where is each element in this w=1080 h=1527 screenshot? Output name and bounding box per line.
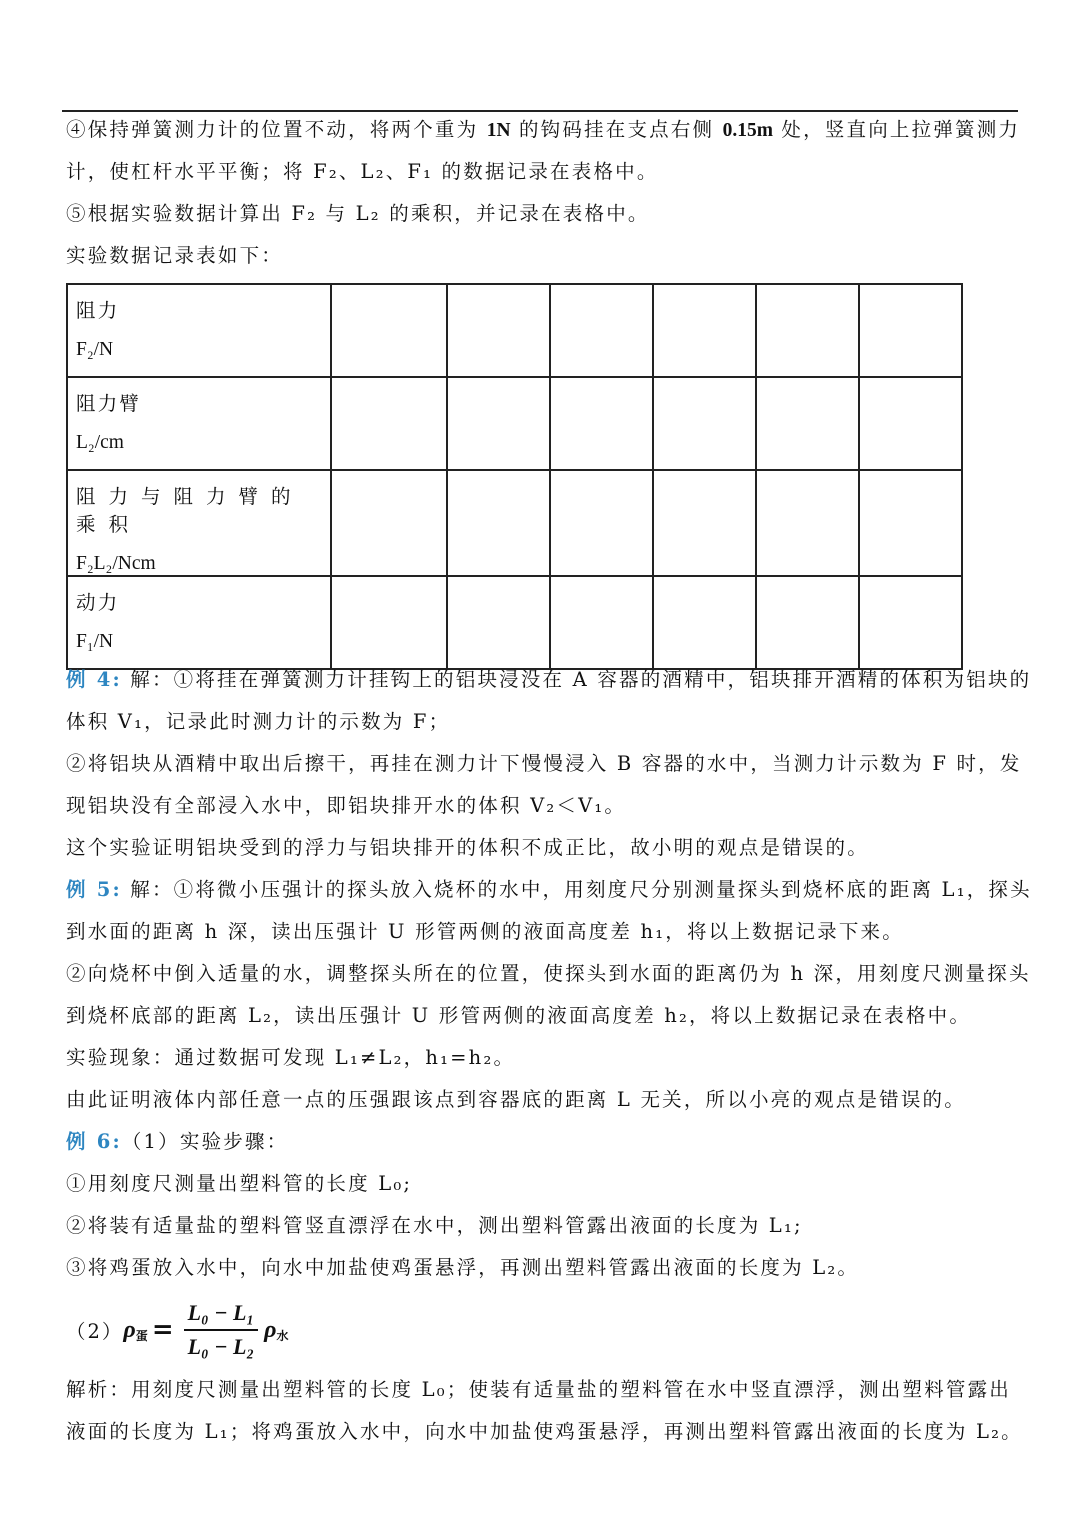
- top-rule: [62, 110, 1018, 112]
- empty-cell[interactable]: [550, 576, 653, 669]
- fraction-numerator: L₀ − L₁: [184, 1300, 259, 1331]
- table-row: [67, 576, 962, 669]
- empty-cell[interactable]: [653, 284, 756, 377]
- empty-cell[interactable]: [653, 470, 756, 576]
- ex5-line6: 由此证明液体内部任意一点的压强跟该点到容器底的距离 L 无关，所以小亮的观点是错误的。: [66, 1088, 966, 1111]
- empty-cell[interactable]: [447, 284, 550, 377]
- table-row: [67, 377, 962, 470]
- empty-cell[interactable]: [859, 377, 962, 470]
- ex6-line3: ②将装有适量盐的塑料管竖直漂浮在水中，测出塑料管露出液面的长度为 L₁;: [66, 1214, 803, 1237]
- row-label-cell: [67, 470, 331, 576]
- ex4-line3: ②将铝块从酒精中取出后擦干，再挂在测力计下慢慢浸入 B 容器的水中，当测力计示数为 F 时，发: [66, 752, 1022, 775]
- empty-cell[interactable]: [756, 284, 859, 377]
- ex5-line5: 实验现象：通过数据可发现 L₁≠L₂，h₁=h₂。: [66, 1046, 516, 1069]
- rho-egg: $\rho_蛋$: [123, 1316, 148, 1343]
- row-label-cell: [67, 377, 331, 470]
- data-table: [66, 283, 963, 670]
- empty-cell[interactable]: [653, 576, 756, 669]
- empty-cell[interactable]: [859, 576, 962, 669]
- analysis-line1: 解析：用刻度尺测量出塑料管的长度 L₀；使装有适量盐的塑料管在水中竖直漂浮，测出塑料管露出: [66, 1378, 1011, 1401]
- empty-cell[interactable]: [550, 284, 653, 377]
- formula-prefix: （2）: [66, 1320, 124, 1343]
- row-label: 阻力: [76, 299, 120, 322]
- row-label: 阻力臂: [76, 392, 142, 415]
- row-label-cell: [67, 576, 331, 669]
- row-unit: F₁/N: [76, 631, 114, 652]
- table-row: [67, 470, 962, 576]
- density-formula: [66, 1300, 289, 1360]
- empty-cell[interactable]: [756, 576, 859, 669]
- ex6-line1: 例 6:（1）实验步骤：: [66, 1130, 289, 1153]
- analysis-line2: 液面的长度为 L₁；将鸡蛋放入水中，向水中加盐使鸡蛋悬浮，再测出塑料管露出液面的长度为 L₂。: [66, 1420, 1023, 1443]
- ex4-line4: 现铝块没有全部浸入水中，即铝块排开水的体积 V₂＜V₁。: [66, 794, 627, 817]
- ex6-tag: 例 6:: [66, 1130, 122, 1153]
- rho-water: $\rho_水$: [264, 1316, 289, 1343]
- ex5-line1: 例 5: 解：①将微小压强计的探头放入烧杯的水中，用刻度尺分别测量探头到烧杯底的距离 L₁，探头: [66, 878, 1032, 901]
- step4-line1: ④保持弹簧测力计的位置不动，将两个重为 1N 的钩码挂在支点右侧 0.15m 处，竖直向上拉弹簧测力: [66, 118, 1021, 141]
- empty-cell[interactable]: [550, 377, 653, 470]
- empty-cell[interactable]: [756, 470, 859, 576]
- table-row: [67, 284, 962, 377]
- row-label: 阻力与阻力臂的乘积: [76, 485, 304, 536]
- ex6-line4: ③将鸡蛋放入水中，向水中加盐使鸡蛋悬浮，再测出塑料管露出液面的长度为 L₂。: [66, 1256, 860, 1279]
- empty-cell[interactable]: [447, 470, 550, 576]
- step4-line2: 计，使杠杆水平平衡；将 F₂、L₂、F₁ 的数据记录在表格中。: [66, 160, 659, 183]
- empty-cell[interactable]: [447, 576, 550, 669]
- empty-cell[interactable]: [859, 284, 962, 377]
- empty-cell[interactable]: [331, 377, 447, 470]
- table-intro: 实验数据记录表如下：: [66, 244, 284, 267]
- row-label-cell: [67, 284, 331, 377]
- ex5-line2: 到水面的距离 h 深，读出压强计 U 形管两侧的液面高度差 h₁，将以上数据记录下来。: [66, 920, 904, 943]
- empty-cell[interactable]: [331, 576, 447, 669]
- ex5-line4: 到烧杯底部的距离 L₂，读出压强计 U 形管两侧的液面高度差 h₂，将以上数据记录在表格中。: [66, 1004, 972, 1027]
- ex4-tag: 例 4:: [66, 668, 122, 691]
- row-label: 动力: [76, 591, 120, 614]
- ex4-line5: 这个实验证明铝块受到的浮力与铝块排开的体积不成正比，故小明的观点是错误的。: [66, 836, 869, 859]
- fraction-denominator: L₀ − L₂: [187, 1334, 255, 1359]
- empty-cell[interactable]: [550, 470, 653, 576]
- empty-cell[interactable]: [859, 470, 962, 576]
- ex5-line3: ②向烧杯中倒入适量的水，调整探头所在的位置，使探头到水面的距离仍为 h 深，用刻度尺测量探头: [66, 962, 1031, 985]
- equals-sign: =: [151, 1315, 174, 1345]
- empty-cell[interactable]: [447, 377, 550, 470]
- fraction: [184, 1300, 259, 1360]
- ex6-line2: ①用刻度尺测量出塑料管的长度 L₀;: [66, 1172, 413, 1195]
- row-unit: L₂/cm: [76, 432, 124, 453]
- ex5-tag: 例 5:: [66, 878, 122, 901]
- ex4-line1: 例 4: 解：①将挂在弹簧测力计挂钩上的铝块浸没在 A 容器的酒精中，铝块排开酒精的体积为铝块的: [66, 668, 1032, 691]
- step5-line: ⑤根据实验数据计算出 F₂ 与 L₂ 的乘积，并记录在表格中。: [66, 202, 650, 225]
- row-unit: F₂/N: [76, 339, 114, 360]
- ex4-line2: 体积 V₁，记录此时测力计的示数为 F；: [66, 710, 451, 733]
- empty-cell[interactable]: [331, 284, 447, 377]
- empty-cell[interactable]: [756, 377, 859, 470]
- empty-cell[interactable]: [331, 470, 447, 576]
- empty-cell[interactable]: [653, 377, 756, 470]
- row-unit: F₂L₂/Ncm: [76, 553, 156, 574]
